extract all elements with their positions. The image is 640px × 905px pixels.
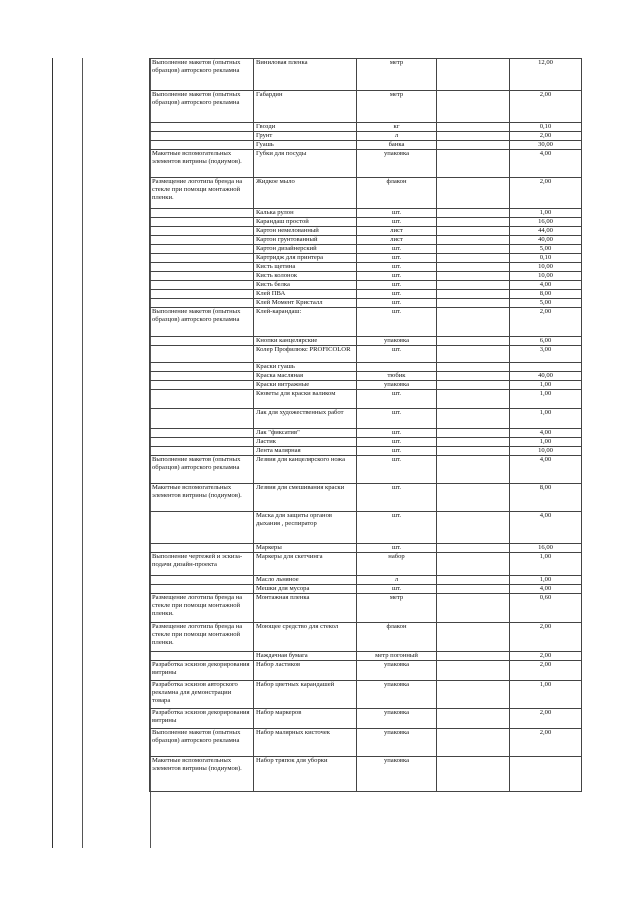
table-row [150, 544, 582, 553]
unit-cell [357, 363, 437, 372]
empty-cell [437, 429, 510, 438]
quantity-cell: 2,00 [510, 661, 582, 681]
task-cell [150, 652, 254, 661]
task-cell [150, 447, 254, 456]
material-cell: Набор маркеров [254, 709, 357, 729]
unit-cell: упаковка [357, 709, 437, 729]
task-cell [150, 363, 254, 372]
material-cell: Лезвия для смешивания краски [254, 484, 357, 512]
quantity-cell: 10,00 [510, 263, 582, 272]
task-cell [150, 218, 254, 227]
task-cell [150, 227, 254, 236]
quantity-cell: 2,00 [510, 729, 582, 757]
quantity-cell: 6,00 [510, 337, 582, 346]
empty-cell [437, 553, 510, 576]
quantity-cell: 0,10 [510, 123, 582, 132]
task-cell [150, 372, 254, 381]
material-cell: Кнопки канцелярские [254, 337, 357, 346]
quantity-cell: 3,00 [510, 346, 582, 363]
empty-cell [437, 576, 510, 585]
empty-cell [437, 661, 510, 681]
quantity-cell: 2,00 [510, 132, 582, 141]
unit-cell: шт. [357, 346, 437, 363]
empty-cell [437, 681, 510, 709]
material-cell: Колер Профилюкс PROFICOLOR [254, 346, 357, 363]
quantity-cell: 8,00 [510, 290, 582, 299]
empty-cell [437, 209, 510, 218]
quantity-cell: 40,00 [510, 372, 582, 381]
quantity-cell: 4,00 [510, 281, 582, 290]
quantity-cell: 1,00 [510, 576, 582, 585]
empty-cell [437, 447, 510, 456]
quantity-cell: 4,00 [510, 150, 582, 178]
task-cell: Размещение логотипа бренда на стекле при помощи монтажной пленки. [150, 178, 254, 209]
material-cell: Картон немелованный [254, 227, 357, 236]
table-row [150, 363, 582, 372]
material-cell: Наждачная бумага [254, 652, 357, 661]
empty-cell [437, 227, 510, 236]
table-row [150, 272, 582, 281]
unit-cell: шт. [357, 218, 437, 227]
table-row [150, 447, 582, 456]
table-left-gutter [82, 58, 151, 848]
table-row [150, 429, 582, 438]
material-cell: Кисть белка [254, 281, 357, 290]
unit-cell: шт. [357, 585, 437, 594]
task-cell [150, 263, 254, 272]
material-cell: Кисть щетина [254, 263, 357, 272]
quantity-cell: 1,00 [510, 390, 582, 409]
empty-cell [437, 337, 510, 346]
quantity-cell: 1,00 [510, 409, 582, 429]
quantity-cell: 2,00 [510, 623, 582, 652]
material-cell: Маркеры для скетчинга [254, 553, 357, 576]
unit-cell: шт. [357, 409, 437, 429]
table-row [150, 729, 582, 757]
material-cell: Картон грунтованный [254, 236, 357, 245]
unit-cell: шт. [357, 281, 437, 290]
table-row [150, 438, 582, 447]
quantity-cell: 10,00 [510, 272, 582, 281]
empty-cell [437, 456, 510, 484]
empty-cell [437, 245, 510, 254]
material-cell: Жидкое мыло [254, 178, 357, 209]
quantity-cell: 0,60 [510, 594, 582, 623]
unit-cell: флакон [357, 623, 437, 652]
unit-cell: шт. [357, 308, 437, 337]
empty-cell [437, 363, 510, 372]
quantity-cell: 5,00 [510, 299, 582, 308]
unit-cell: л [357, 132, 437, 141]
unit-cell: метр [357, 59, 437, 91]
unit-cell: упаковка [357, 681, 437, 709]
table-row [150, 141, 582, 150]
material-cell: Краски гуашь [254, 363, 357, 372]
empty-cell [437, 346, 510, 363]
task-cell [150, 236, 254, 245]
task-cell [150, 245, 254, 254]
material-cell: Лезвия для канцелярского ножа [254, 456, 357, 484]
table-row [150, 484, 582, 512]
task-cell [150, 141, 254, 150]
table-row [150, 150, 582, 178]
table-row [150, 372, 582, 381]
materials-table [149, 58, 582, 792]
material-cell: Маркеры [254, 544, 357, 553]
table-row [150, 585, 582, 594]
task-cell: Выполнение макетов (опытных образцов) авторского рекламна [150, 729, 254, 757]
task-cell [150, 272, 254, 281]
empty-cell [437, 390, 510, 409]
quantity-cell: 4,00 [510, 512, 582, 544]
unit-cell: флакон [357, 178, 437, 209]
material-cell: Кюветы для краски валиком [254, 390, 357, 409]
quantity-cell: 44,00 [510, 227, 582, 236]
unit-cell: шт. [357, 429, 437, 438]
table-row [150, 245, 582, 254]
empty-cell [437, 254, 510, 263]
material-cell: Монтажная пленка [254, 594, 357, 623]
unit-cell: кг [357, 123, 437, 132]
quantity-cell: 16,00 [510, 544, 582, 553]
empty-cell [437, 757, 510, 792]
task-cell: Макетные вспомогательных элементов витрины (подиумов). [150, 150, 254, 178]
empty-cell [437, 381, 510, 390]
unit-cell: упаковка [357, 150, 437, 178]
unit-cell: л [357, 576, 437, 585]
task-cell [150, 299, 254, 308]
empty-cell [437, 281, 510, 290]
unit-cell: шт. [357, 209, 437, 218]
material-cell: Кисть колонок [254, 272, 357, 281]
quantity-cell: 0,10 [510, 254, 582, 263]
empty-cell [437, 123, 510, 132]
material-cell: Клей-карандаш: [254, 308, 357, 337]
material-cell: Мешки для мусора [254, 585, 357, 594]
empty-cell [437, 91, 510, 123]
table-row [150, 757, 582, 792]
material-cell: Набор малярных кисточек [254, 729, 357, 757]
unit-cell: метр погонный [357, 652, 437, 661]
table-row [150, 308, 582, 337]
table-row [150, 123, 582, 132]
table-row [150, 236, 582, 245]
unit-cell: шт. [357, 438, 437, 447]
material-cell: Картридж для принтера [254, 254, 357, 263]
table-row [150, 623, 582, 652]
unit-cell: шт. [357, 245, 437, 254]
task-cell [150, 337, 254, 346]
unit-cell: метр [357, 594, 437, 623]
material-cell: Набор тряпок для уборки [254, 757, 357, 792]
quantity-cell: 4,00 [510, 429, 582, 438]
task-cell: Разработка эскизов декорирования витрины [150, 709, 254, 729]
table-row [150, 209, 582, 218]
quantity-cell: 12,00 [510, 59, 582, 91]
material-cell: Краска масляная [254, 372, 357, 381]
empty-cell [437, 623, 510, 652]
material-cell: Гуашь [254, 141, 357, 150]
material-cell: Набор цветных карандашей [254, 681, 357, 709]
table-row [150, 576, 582, 585]
material-cell: Губки для посуды [254, 150, 357, 178]
material-cell: Моющее средство для стекол [254, 623, 357, 652]
table-row [150, 91, 582, 123]
task-cell [150, 576, 254, 585]
quantity-cell: 4,00 [510, 456, 582, 484]
table-row [150, 263, 582, 272]
table-row [150, 59, 582, 91]
task-cell [150, 290, 254, 299]
material-cell: Калька рулон [254, 209, 357, 218]
unit-cell: шт. [357, 447, 437, 456]
quantity-cell [510, 363, 582, 372]
quantity-cell: 1,00 [510, 381, 582, 390]
table-row [150, 254, 582, 263]
table-row [150, 337, 582, 346]
table-row [150, 381, 582, 390]
task-cell: Выполнение чертежей и эскиза-подачи дизайн-проекта [150, 553, 254, 576]
unit-cell: шт. [357, 456, 437, 484]
empty-cell [437, 59, 510, 91]
material-cell: Грунт [254, 132, 357, 141]
table-row [150, 594, 582, 623]
task-cell [150, 346, 254, 363]
task-cell [150, 429, 254, 438]
task-cell: Выполнение макетов (опытных образцов) авторского рекламна [150, 91, 254, 123]
material-cell: Ластик [254, 438, 357, 447]
empty-cell [437, 585, 510, 594]
unit-cell: упаковка [357, 381, 437, 390]
table-row [150, 661, 582, 681]
task-cell [150, 123, 254, 132]
quantity-cell: 8,00 [510, 484, 582, 512]
quantity-cell: 10,00 [510, 447, 582, 456]
table-row [150, 681, 582, 709]
table-row [150, 227, 582, 236]
task-cell: Макетные вспомогательных элементов витрины (подиумов). [150, 757, 254, 792]
table-row [150, 512, 582, 544]
unit-cell: тюбик [357, 372, 437, 381]
material-cell: Клей ПВА [254, 290, 357, 299]
table-row [150, 290, 582, 299]
unit-cell: метр [357, 91, 437, 123]
task-cell [150, 390, 254, 409]
unit-cell: шт. [357, 544, 437, 553]
unit-cell: шт. [357, 263, 437, 272]
unit-cell: шт. [357, 254, 437, 263]
task-cell: Выполнение макетов (опытных образцов) авторского рекламна [150, 308, 254, 337]
table-row [150, 553, 582, 576]
table-row [150, 281, 582, 290]
empty-cell [437, 290, 510, 299]
quantity-cell [510, 757, 582, 792]
quantity-cell: 30,00 [510, 141, 582, 150]
unit-cell: упаковка [357, 337, 437, 346]
task-cell: Размещение логотипа бренда на стекле при помощи монтажной пленки. [150, 623, 254, 652]
unit-cell: лист [357, 236, 437, 245]
empty-cell [437, 308, 510, 337]
table-row [150, 709, 582, 729]
empty-cell [437, 512, 510, 544]
unit-cell: лист [357, 227, 437, 236]
empty-cell [437, 372, 510, 381]
task-cell: Разработка эскизов авторского рекламна для демонстрации товара [150, 681, 254, 709]
quantity-cell: 16,00 [510, 218, 582, 227]
task-cell [150, 585, 254, 594]
material-cell: Лак для художественных работ [254, 409, 357, 429]
material-cell: Габардин [254, 91, 357, 123]
task-cell [150, 209, 254, 218]
task-cell [150, 381, 254, 390]
quantity-cell: 5,00 [510, 245, 582, 254]
quantity-cell: 1,00 [510, 438, 582, 447]
empty-cell [437, 263, 510, 272]
task-cell: Размещение логотипа бренда на стекле при помощи монтажной пленки. [150, 594, 254, 623]
material-cell: Лента малярная [254, 447, 357, 456]
material-cell: Картон дизайнерский [254, 245, 357, 254]
unit-cell: банка [357, 141, 437, 150]
unit-cell: упаковка [357, 757, 437, 792]
empty-cell [437, 652, 510, 661]
task-cell: Разработка эскизов декорирования витрины [150, 661, 254, 681]
page-left-border [52, 58, 53, 848]
empty-cell [437, 484, 510, 512]
material-cell: Карандаш простой [254, 218, 357, 227]
unit-cell: набор [357, 553, 437, 576]
task-cell: Выполнение макетов (опытных образцов) авторского рекламна [150, 456, 254, 484]
table-row [150, 390, 582, 409]
empty-cell [437, 272, 510, 281]
quantity-cell: 1,00 [510, 209, 582, 218]
table-row [150, 346, 582, 363]
task-cell [150, 512, 254, 544]
empty-cell [437, 594, 510, 623]
table-row [150, 218, 582, 227]
quantity-cell: 40,00 [510, 236, 582, 245]
empty-cell [437, 438, 510, 447]
empty-cell [437, 729, 510, 757]
quantity-cell: 2,00 [510, 308, 582, 337]
table-row [150, 132, 582, 141]
table-row [150, 299, 582, 308]
empty-cell [437, 544, 510, 553]
quantity-cell: 4,00 [510, 585, 582, 594]
quantity-cell: 2,00 [510, 652, 582, 661]
task-cell [150, 254, 254, 263]
empty-cell [437, 141, 510, 150]
unit-cell: шт. [357, 390, 437, 409]
unit-cell: шт. [357, 484, 437, 512]
material-cell: Лак "фиксатив" [254, 429, 357, 438]
unit-cell: шт. [357, 299, 437, 308]
empty-cell [437, 709, 510, 729]
material-cell: Маска для защиты органов дыхания , респиратор [254, 512, 357, 544]
task-cell [150, 132, 254, 141]
quantity-cell: 1,00 [510, 681, 582, 709]
unit-cell: упаковка [357, 729, 437, 757]
quantity-cell: 2,00 [510, 178, 582, 209]
material-cell: Краски витражные [254, 381, 357, 390]
material-cell: Набор ластиков [254, 661, 357, 681]
empty-cell [437, 236, 510, 245]
quantity-cell: 2,00 [510, 709, 582, 729]
empty-cell [437, 299, 510, 308]
quantity-cell: 1,00 [510, 553, 582, 576]
material-cell: Гвозди [254, 123, 357, 132]
empty-cell [437, 409, 510, 429]
materials-table-body [150, 59, 582, 792]
table-row [150, 456, 582, 484]
task-cell: Макетные вспомогательных элементов витрины (подиумов). [150, 484, 254, 512]
task-cell [150, 281, 254, 290]
material-cell: Клей Момент Кристалл [254, 299, 357, 308]
empty-cell [437, 218, 510, 227]
empty-cell [437, 178, 510, 209]
table-row [150, 178, 582, 209]
empty-cell [437, 150, 510, 178]
unit-cell: шт. [357, 290, 437, 299]
quantity-cell: 2,00 [510, 91, 582, 123]
material-cell: Виниловая пленка [254, 59, 357, 91]
unit-cell: шт. [357, 512, 437, 544]
table-row [150, 409, 582, 429]
unit-cell: упаковка [357, 661, 437, 681]
task-cell [150, 544, 254, 553]
empty-cell [437, 132, 510, 141]
task-cell: Выполнение макетов (опытных образцов) авторского рекламна [150, 59, 254, 91]
table-row [150, 652, 582, 661]
unit-cell: шт. [357, 272, 437, 281]
task-cell [150, 438, 254, 447]
task-cell [150, 409, 254, 429]
material-cell: Масло льняное [254, 576, 357, 585]
